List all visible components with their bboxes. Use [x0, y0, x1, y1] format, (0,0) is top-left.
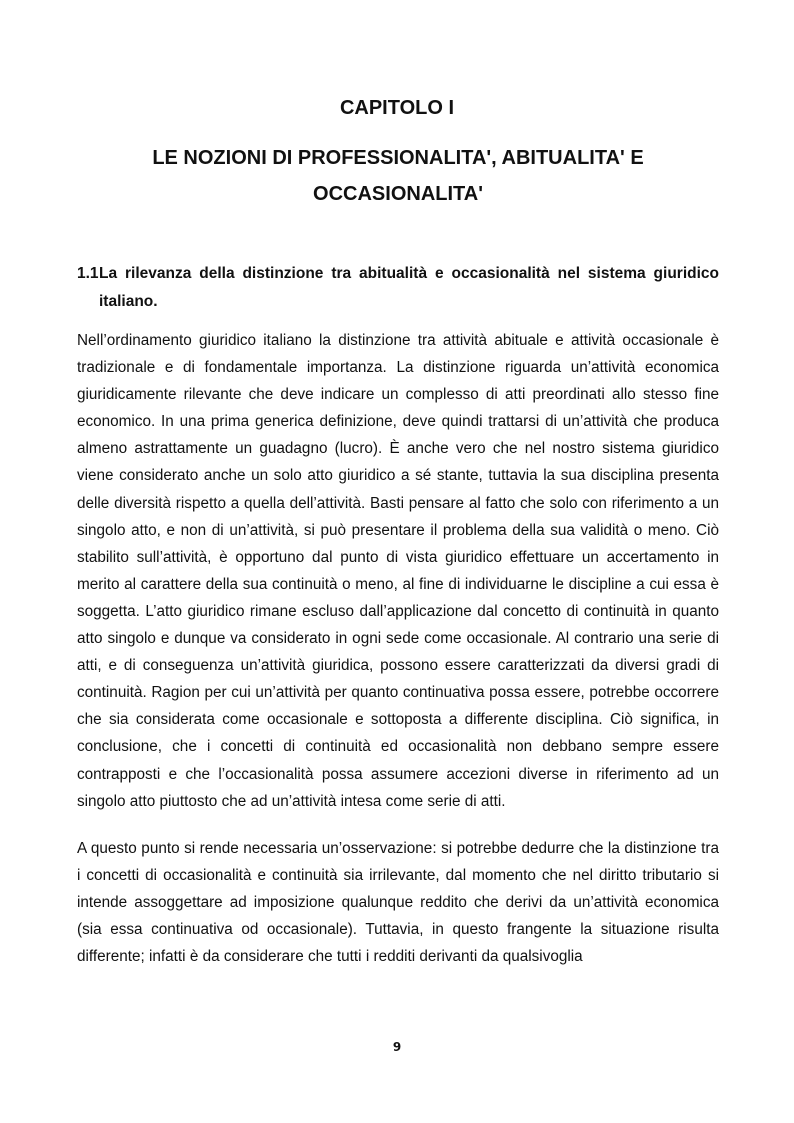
body-paragraph-2: A questo punto si rende necessaria un’osservazione: si potrebbe dedurre che la distinzione tra i concetti di occasionalità e continuità sia irrilevante, dal momento che nel diritto tributario si intende assoggettare ad imposizione qualunque reddito che derivi da un’attività economica (sia essa continuativa od occasionale). Tuttavia, in questo frangente la situazione risulta differente; infatti è da considerare che tutti i redditi derivanti da qualsivoglia — [77, 840, 719, 966]
section-heading — [77, 260, 719, 316]
page-number: 9 — [392, 1040, 402, 1054]
body-paragraph-1: Nell’ordinamento giuridico italiano la distinzione tra attività abituale e attività occasionale è tradizionale e di fondamentale importanza. La distinzione riguarda un’attività economica giuridicamente rilevante che deve indicare un complesso di atti preordinati allo stesso fine economico. In una prima generica definizione, deve quindi trattarsi di un’attività che produca almeno astrattamente un guadagno (lucro). È anche vero che nel nostro sistema giuridico viene considerato anche un solo atto giuridico a sé stante, tuttavia la sua disciplina presenta delle diversità rispetto a quella dell’attività. Basti pensare al fatto che solo con riferimento a un singolo atto, e non di un’attività, si può presentare il problema della sua validità o meno. Ciò stabilito sull’attività, è opportuno dal punto di vista giuridico effettuare un accertamento in merito al carattere della sua continuità o meno, al fine di individuarne le discipline a cui essa è soggetta. L’atto giuridico rimane escluso dall’applicazione dal concetto di continuità in quanto atto singolo e dunque va considerato in ogni sede come occasionale. Al contrario una serie di atti, e di conseguenza un’attività giuridica, possono essere caratterizzati da diversi gradi di continuità. Ragion per cui un’attività per quanto continuativa possa essere, potrebbe occorrere che sia considerata come occasionale e sottoposta a differente disciplina. Ciò significa, in conclusione, che i concetti di continuità ed occasionalità non debbano sempre essere contrapposti e che l’occasionalità possa assumere accezioni diverse in riferimento ad un singolo atto piuttosto che ad un’attività intesa come serie di atti. — [77, 332, 719, 810]
section-number: 1.1 — [77, 265, 99, 282]
section-title: La rilevanza della distinzione tra abitualità e occasionalità nel sistema giuridico italiano. — [99, 265, 719, 310]
chapter-title: LE NOZIONI DI PROFESSIONALITA', ABITUALITA' E OCCASIONALITA' — [152, 147, 644, 205]
chapter-label: CAPITOLO I — [339, 97, 455, 119]
